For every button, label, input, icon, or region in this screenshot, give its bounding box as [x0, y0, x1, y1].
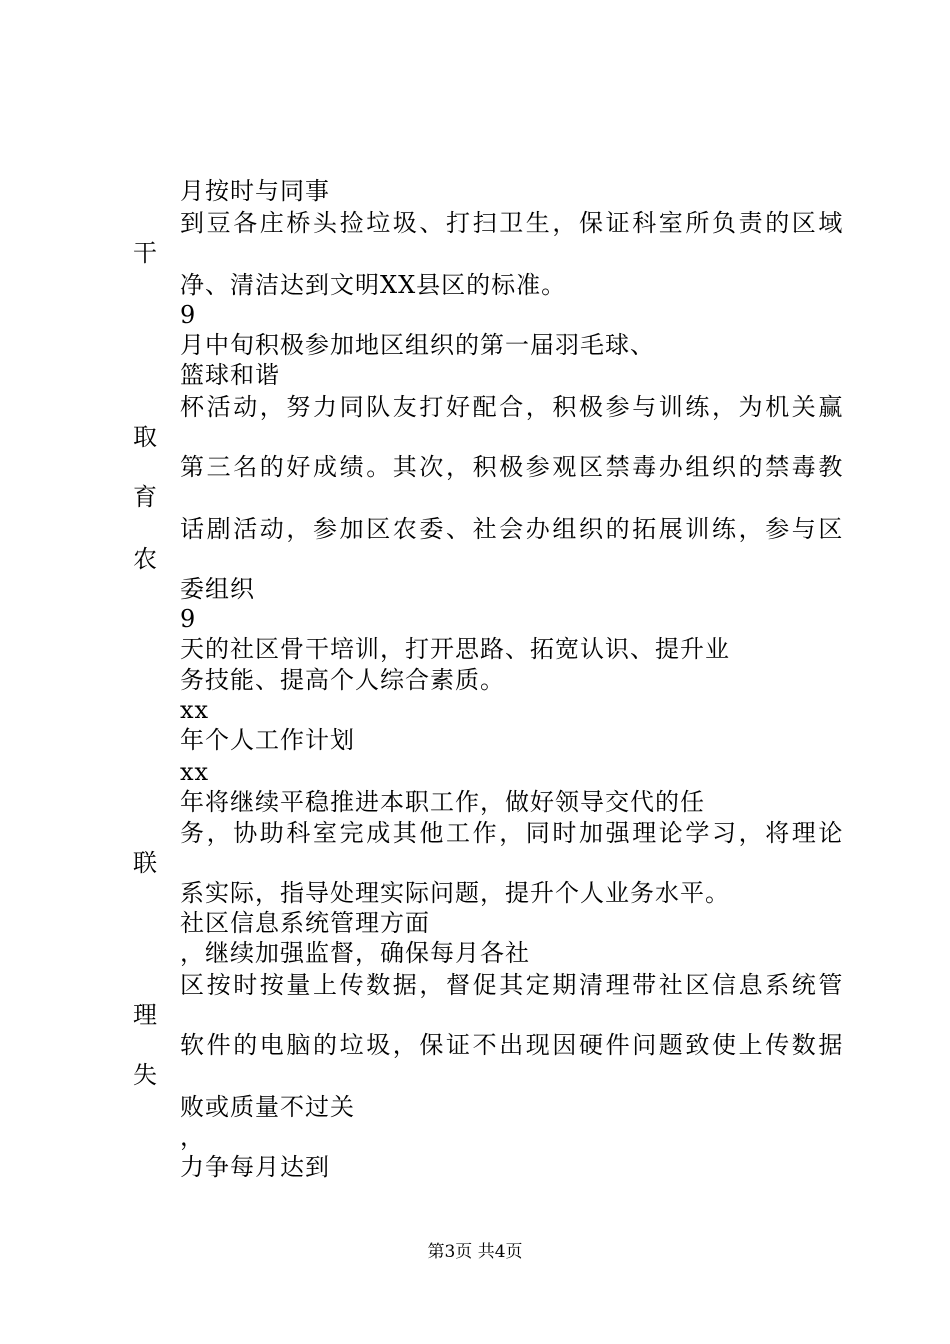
text-line: 力争每月达到 — [180, 1153, 330, 1181]
text-line: 9 — [180, 301, 197, 329]
text-line: 月中旬积极参加地区组织的第一届羽毛球、 — [180, 331, 655, 359]
text-line: 天的社区骨干培训，打开思路、拓宽认识、提升业 — [180, 635, 730, 663]
text-line-overflow: 理 — [133, 1001, 157, 1029]
text-line: 净、清洁达到文明XX县区的标准。 — [180, 271, 567, 299]
text-line: ，继续加强监督，确保每月各社 — [180, 939, 530, 967]
text-line: 年个人工作计划 — [180, 726, 355, 754]
text-line: 务技能、提高个人综合素质。 — [180, 666, 505, 694]
text-line: 到豆各庄桥头捡垃圾、打扫卫生，保证科室所负责的区域 — [180, 209, 845, 237]
text-line: xx — [180, 758, 210, 786]
text-line: 篮球和谐 — [180, 361, 280, 389]
text-line: 第三名的好成绩。其次，积极参观区禁毒办组织的禁毒教 — [180, 453, 845, 481]
text-line-overflow: 育 — [133, 483, 157, 511]
page-number-footer: 第3页 共4页 — [427, 1242, 523, 1262]
text-line-overflow: 农 — [133, 545, 157, 573]
text-line: 年将继续平稳推进本职工作，做好领导交代的任 — [180, 788, 705, 816]
text-line: ， — [180, 1123, 205, 1151]
text-line: 月按时与同事 — [180, 177, 330, 205]
text-line: 社区信息系统管理方面 — [180, 909, 430, 937]
text-line: 话剧活动，参加区农委、社会办组织的拓展训练，参与区 — [180, 515, 845, 543]
text-line: 系实际，指导处理实际问题，提升个人业务水平。 — [180, 879, 730, 907]
text-line: 杯活动，努力同队友打好配合，积极参与训练，为机关赢 — [180, 393, 845, 421]
text-line-overflow: 取 — [133, 423, 157, 451]
text-line: 9 — [180, 605, 197, 633]
text-line: 软件的电脑的垃圾，保证不出现因硬件问题致使上传数据 — [180, 1031, 845, 1059]
text-line-overflow: 干 — [133, 239, 157, 267]
text-line-overflow: 失 — [133, 1061, 157, 1089]
text-line-overflow: 联 — [133, 849, 157, 877]
text-line: 务，协助科室完成其他工作，同时加强理论学习，将理论 — [180, 819, 845, 847]
text-line: 区按时按量上传数据，督促其定期清理带社区信息系统管 — [180, 971, 845, 999]
text-line: 委组织 — [180, 575, 255, 603]
text-line: xx — [180, 696, 210, 724]
text-line: 败或质量不过关 — [180, 1093, 355, 1121]
